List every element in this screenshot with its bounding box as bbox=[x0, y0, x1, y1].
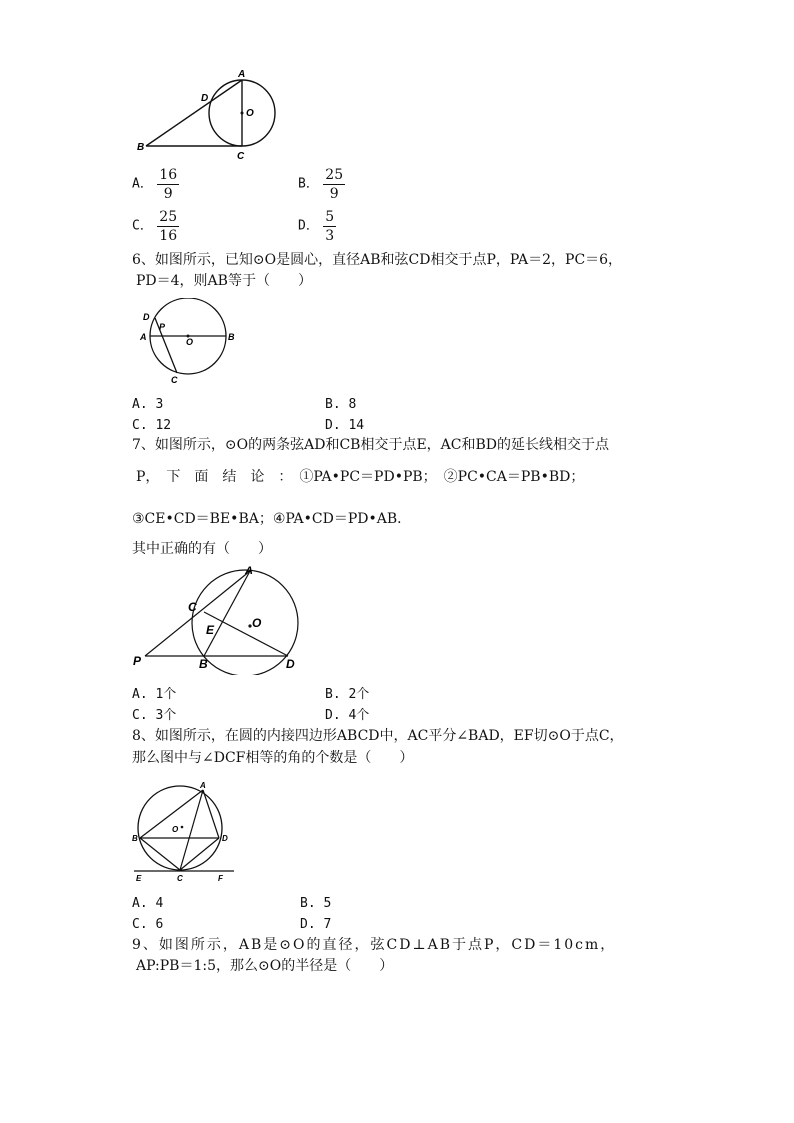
label-e: E bbox=[206, 623, 215, 637]
q7-option-a[interactable]: A. 1个 bbox=[132, 687, 177, 702]
q5-option-c[interactable] bbox=[132, 208, 179, 245]
chord-cd bbox=[204, 612, 288, 656]
figure-q8 bbox=[130, 780, 242, 884]
q7-option-b[interactable]: B. 2个 bbox=[325, 687, 370, 702]
q9-stem-line2: AP:PB＝1:5，那么⊙O的半径是（ ） bbox=[136, 958, 394, 974]
label-o: O bbox=[246, 108, 254, 119]
label-d: D bbox=[286, 657, 295, 671]
label-d: D bbox=[222, 834, 228, 843]
figure-q7 bbox=[128, 565, 308, 675]
q5-option-a[interactable] bbox=[132, 166, 179, 203]
label-c: C bbox=[177, 874, 183, 883]
fraction bbox=[157, 166, 179, 203]
segment-ba bbox=[146, 80, 242, 146]
label-c: C bbox=[171, 375, 178, 385]
q8-stem-line1: 8、如图所示，在圆的内接四边形ABCD中，AC平分∠BAD，EF切⊙O于点C， bbox=[132, 728, 624, 744]
numerator: 25 bbox=[325, 167, 344, 183]
label-o: O bbox=[186, 337, 194, 347]
numerator: 5 bbox=[325, 209, 335, 225]
label-e: E bbox=[136, 874, 142, 883]
label-c: C bbox=[188, 600, 197, 614]
figure-q6 bbox=[137, 298, 241, 388]
q8-option-d[interactable]: D. 7 bbox=[300, 917, 332, 932]
denominator: 3 bbox=[325, 228, 335, 244]
label-d: D bbox=[143, 312, 150, 322]
q9-stem-line1: 9、如图所示，AB是⊙O的直径，弦CD⊥AB于点P，CD＝10cm， bbox=[132, 937, 617, 953]
label-a: A bbox=[238, 69, 246, 80]
q7-option-d[interactable]: D. 4个 bbox=[325, 708, 370, 723]
q6-option-a[interactable]: A. 3 bbox=[132, 397, 164, 412]
q6-option-d[interactable]: D. 14 bbox=[325, 418, 365, 433]
label-b: B bbox=[137, 142, 145, 153]
q8-option-b[interactable]: B. 5 bbox=[300, 896, 332, 911]
q8-stem-line2: 那么图中与∠DCF相等的角的个数是（ ） bbox=[132, 750, 414, 766]
fraction bbox=[323, 208, 336, 245]
denominator: 9 bbox=[329, 186, 339, 202]
label-a: A bbox=[245, 565, 253, 577]
option-letter: B． bbox=[298, 176, 319, 192]
label-o: O bbox=[252, 616, 262, 630]
label-o: O bbox=[172, 825, 179, 834]
label-b: B bbox=[228, 332, 235, 342]
numerator: 25 bbox=[159, 209, 178, 225]
denominator: 16 bbox=[159, 228, 178, 244]
figure-q5 bbox=[130, 64, 290, 164]
q7-stem-line1: 7、如图所示，⊙O的两条弦AD和CB相交于点E，AC和BD的延长线相交于点 bbox=[132, 437, 610, 453]
option-letter: A． bbox=[132, 176, 153, 192]
label-b: B bbox=[199, 657, 208, 671]
option-letter: C． bbox=[132, 218, 153, 234]
q6-stem-line1: 6、如图所示，已知⊙O是圆心，直径AB和弦CD相交于点P，PA＝2，PC＝6， bbox=[132, 252, 623, 268]
q6-stem-line2: PD＝4，则AB等于（ ） bbox=[136, 273, 312, 289]
numerator: 16 bbox=[159, 167, 178, 183]
label-a: A bbox=[200, 781, 206, 790]
diagonal-ac bbox=[180, 790, 203, 870]
q6-option-b[interactable]: B. 8 bbox=[325, 397, 357, 412]
fraction bbox=[157, 208, 179, 245]
label-d: D bbox=[201, 93, 209, 104]
q7-stem-line3: ③CE•CD＝BE•BA；④PA•CD＝PD•AB． bbox=[132, 511, 412, 527]
q7-option-c[interactable]: C. 3个 bbox=[132, 708, 177, 723]
center-dot bbox=[241, 112, 244, 115]
center-dot bbox=[181, 826, 184, 829]
q5-option-b[interactable] bbox=[298, 166, 345, 203]
q7-stem-line2: P， 下 面 结 论 ： ①PA•PC＝PD•PB； ②PC•CA＝PB•BD； bbox=[136, 469, 585, 485]
q8-option-c[interactable]: C. 6 bbox=[132, 917, 164, 932]
q6-option-c[interactable]: C. 12 bbox=[132, 418, 172, 433]
label-p: P bbox=[133, 654, 142, 668]
option-letter: D． bbox=[298, 218, 319, 234]
line-pa bbox=[145, 571, 250, 656]
q5-option-d[interactable] bbox=[298, 208, 336, 245]
q7-stem-line4: 其中正确的有（ ） bbox=[132, 541, 272, 557]
label-f: F bbox=[218, 874, 223, 883]
label-c: C bbox=[237, 151, 245, 162]
chord-ab bbox=[204, 571, 250, 656]
fraction bbox=[323, 166, 345, 203]
denominator: 9 bbox=[163, 186, 173, 202]
q8-option-a[interactable]: A. 4 bbox=[132, 896, 164, 911]
label-a: A bbox=[140, 332, 147, 342]
chord-ad bbox=[250, 571, 288, 656]
label-b: B bbox=[132, 834, 138, 843]
circle bbox=[138, 786, 222, 870]
label-p: P bbox=[159, 322, 166, 332]
side-ad bbox=[203, 790, 219, 838]
